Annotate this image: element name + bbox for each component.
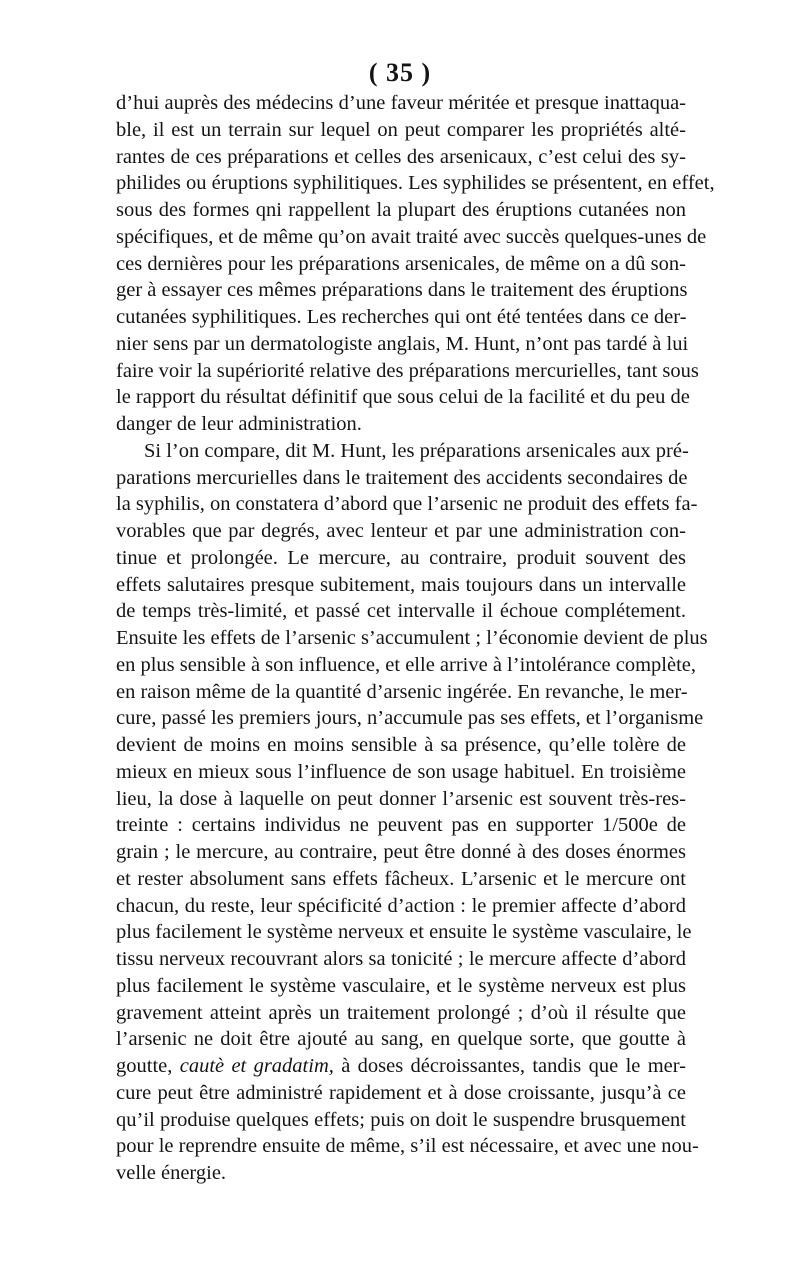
text-line: faire voir la supériorité relative des préparations mercurielles, tant sous [116,359,699,382]
text-line: cutanées syphilitiques. Les recherches qui ont été tentées dans ce der- [116,306,687,328]
text-line: ger à essayer ces mêmes préparations dans le traitement des éruptions [116,279,688,302]
text-line: danger de leur administration. [116,413,362,435]
text-line: plus facilement le système nerveux et ensuite le système vasculaire, le [116,921,692,944]
text-line: la syphilis, on constatera d’abord que l’arsenic ne produit des effets fa- [116,493,698,516]
text-line: treinte : certains individus ne peuvent pas en supporter 1/500e de [116,814,686,837]
text-line: philides ou éruptions syphilitiques. Les syphilides se présentent, en effet, [116,172,715,195]
text-line: mieux en mieux sous l’influence de son usage habituel. En troisième [116,760,686,783]
text-line: le rapport du résultat définitif que sous celui de la facilité et du peu de [116,386,690,409]
text-line: chacun, du reste, leur spécificité d’action : le premier affecte d’abord [116,894,686,917]
text-line: l’arsenic ne doit être ajouté au sang, en quelque sorte, que goutte à [116,1028,686,1051]
paragraph-2 [116,438,708,1187]
text-line: ces dernières pour les préparations arsenicales, de même on a dû son- [116,252,686,275]
text-line: cure, passé les premiers jours, n’accumule pas ses effets, et l’organisme [116,707,704,730]
italic-phrase: cautè et gradatim, [179,1055,334,1077]
text-line: qu’il produise quelques effets; puis on doit le suspendre brusquement [116,1108,686,1131]
text-line: d’hui auprès des médecins d’une faveur méritée et presque inattaqua- [116,92,686,114]
text-line: effets salutaires presque subitement, mais toujours dans un intervalle [116,573,686,596]
text-line: nier sens par un dermatologiste anglais, M. Hunt, n’ont pas tardé à lui [116,332,689,355]
text-line: grain ; le mercure, au contraire, peut être donné à des doses énormes [116,841,686,863]
text-line: vorables que par degrés, avec lenteur et par une administration con- [116,520,686,542]
body-text [116,90,715,1187]
text-line: spécifiques, et de même qu’on avait traité avec succès quelques-unes de [116,225,707,248]
text-line: parations mercurielles dans le traitement des accidents secondaires de [116,466,688,489]
text-line: cure peut être administré rapidement et à dose croissante, jusqu’à ce [116,1081,686,1104]
text-line: ble, il est un terrain sur lequel on peut comparer les propriétés alté- [116,118,686,141]
text-line: tinue et prolongée. Le mercure, au contraire, produit souvent des [116,546,686,569]
text-line: plus facilement le système vasculaire, et le système nerveux est plus [116,974,686,997]
text-segment: à doses décroissantes, tandis que le mer- [333,1055,686,1077]
text-line: lieu, la dose à laquelle on peut donner l’arsenic est souvent très-res- [116,787,686,810]
text-line: gravement atteint après un traitement prolongé ; d’où il résulte que [116,1001,686,1024]
text-line: rantes de ces préparations et celles des arsenicaux, c’est celui des sy- [116,145,686,168]
page-number: ( 35 ) [368,58,432,87]
text-line: en plus sensible à son influence, et elle arrive à l’intolérance complète, [116,653,697,676]
text-line: et rester absolument sans effets fâcheux. L’arsenic et le mercure ont [116,867,686,890]
text-line: de temps très-limité, et passé cet intervalle il échoue complétement. [116,600,686,623]
text-line: devient de moins en moins sensible à sa présence, qu’elle tolère de [116,734,686,756]
paragraph-1 [116,90,715,438]
text-line: tissu nerveux recouvrant alors sa tonicité ; le mercure affecte d’abord [116,948,686,970]
text-line: Si l’on compare, dit M. Hunt, les préparations arsenicales aux pré- [144,439,689,462]
text-line: pour le reprendre ensuite de même, s’il est nécessaire, et avec une nou- [116,1135,699,1158]
text-line: en raison même de la quantité d’arsenic ingérée. En revanche, le mer- [116,680,688,703]
text-line-with-italic [116,1053,686,1080]
text-segment: goutte, [116,1055,180,1077]
text-line: sous des formes qni rappellent la plupart des éruptions cutanées non [116,199,686,221]
text-line: velle énergie. [116,1162,227,1184]
text-line: Ensuite les effets de l’arsenic s’accumulent ; l’économie devient de plus [116,627,708,649]
